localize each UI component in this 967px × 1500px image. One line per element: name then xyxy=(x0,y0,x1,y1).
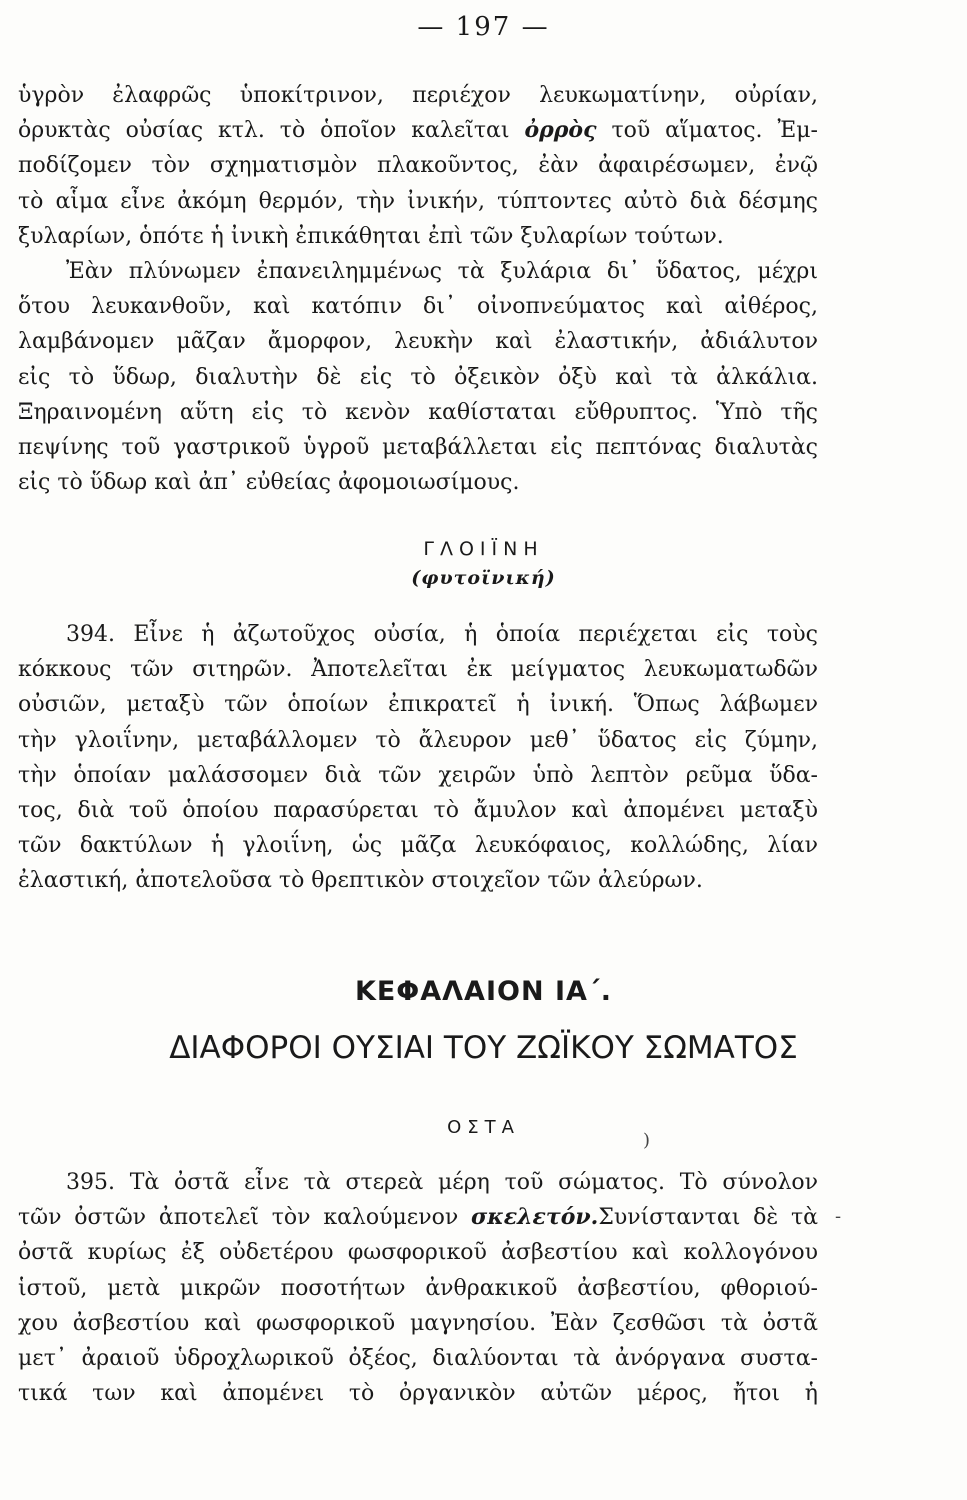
text-line: ἐλαστική, ἀποτελοῦσα τὸ θρεπτικὸν στοιχεῖον τῶν ἀλεύρων. xyxy=(18,868,703,894)
text-line: χου ἀσβεστίου καὶ φωσφορικοῦ μαγνησίου. Ἐὰν ζεσθῶσι τὰ ὀστᾶ xyxy=(18,1310,818,1336)
text-line: εἰς τὸ ὕδωρ, διαλυτὴν δὲ εἰς τὸ ὀξεικὸν ὀξὺ καὶ τὰ ἀλκάλια. xyxy=(18,364,818,390)
text-line: ξυλαρίων, ὁπότε ἡ ἰνικὴ ἐπικάθηται ἐπὶ τῶν ξυλαρίων τούτων. xyxy=(18,223,724,249)
section-subheading-gliadin: (φυτοϊνική) xyxy=(411,567,556,589)
paragraph-fibrin xyxy=(18,254,818,500)
term-skeleton: σκελετόν. xyxy=(471,1204,599,1231)
text-line: τῶν δακτύλων ἡ γλοιΐνη, ὡς μᾶζα λευκόφαιος, κολλώδης, λίαν xyxy=(18,833,818,859)
text-line: τὴν ὁποίαν μαλάσσομεν διὰ τῶν χειρῶν ὑπὸ λεπτὸν ρεῦμα ὕδα- xyxy=(18,762,818,788)
text-line xyxy=(18,1200,818,1235)
text-line: ὅτου λευκανθοῦν, καὶ κατόπιν δι᾽ οἰνοπνεύματος καὶ αἰθέρος, xyxy=(18,294,818,320)
term-orros: ὀρρὸς xyxy=(524,117,597,144)
paragraph-blood-serum xyxy=(18,78,818,254)
text-span: Συνίστανται δὲ τὰ xyxy=(598,1205,818,1231)
paragraph-394 xyxy=(18,617,818,899)
paragraph-395 xyxy=(18,1165,818,1411)
text-line: ἱστοῦ, μετὰ μικρῶν ποσοτήτων ἀνθρακικοῦ ἀσβεστίου, φθοριού- xyxy=(18,1275,818,1301)
text-line: 395. Τὰ ὀστᾶ εἶνε τὰ στερεὰ μέρη τοῦ σώματος. Τὸ σύνολον xyxy=(66,1170,818,1195)
text-line: Ξηραινομένη αὕτη εἰς τὸ κενὸν καθίσταται εὔθρυπτος. Ὑπὸ τῆς xyxy=(18,399,818,425)
section-heading-gliadin: ΓΛΟΙΪΝΗ xyxy=(423,538,544,560)
text-span: τοῦ αἵματος. Ἐμ- xyxy=(611,118,818,144)
text-span: ὀρυκτὰς οὐσίας κτλ. τὸ ὁποῖον καλεῖται xyxy=(18,118,510,144)
text-line: ποδίζομεν τὸν σχηματισμὸν πλακοῦντος, ἐὰν ἀφαιρέσωμεν, ἐνῷ xyxy=(18,153,818,179)
text-line: τὸ αἷμα εἶνε ἀκόμη θερμόν, τὴν ἰνικήν, τύπτοντες αὐτὸ διὰ δέσμης xyxy=(18,188,818,214)
text-line: Ἐὰν πλύνωμεν ἐπανειλημμένως τὰ ξυλάρια δι᾽ ὕδατος, μέχρι xyxy=(66,259,818,284)
text-line: εἰς τὸ ὕδωρ καὶ ἀπ᾽ εὐθείας ἀφομοιωσίμους. xyxy=(18,470,520,496)
text-line: ὀστᾶ κυρίως ἐξ οὐδετέρου φωσφορικοῦ ἀσβεστίου καὶ κολλογόνου xyxy=(18,1240,818,1266)
page-number: — 197 — xyxy=(417,12,550,42)
chapter-subheading: ΔΙΑΦΟΡΟΙ ΟΥΣΙΑΙ ΤΟΥ ΖΩΪΚΟΥ ΣΩΜΑΤΟΣ xyxy=(169,1030,798,1066)
text-line: λαμβάνομεν μᾶζαν ἄμορφον, λευκὴν καὶ ἐλαστικήν, ἀδιάλυτον xyxy=(18,329,818,355)
text-line xyxy=(18,113,818,148)
text-line: τικά των καὶ ἀπομένει τὸ ὀργανικὸν αὐτῶν μέρος, ἤτοι ἡ xyxy=(18,1381,818,1407)
text-line: μετ᾽ ἀραιοῦ ὑδροχλωρικοῦ ὀξέος, διαλύονται τὰ ἀνόργανα συστα- xyxy=(18,1346,818,1372)
text-line: πεψίνης τοῦ γαστρικοῦ ὑγροῦ μεταβάλλεται εἰς πεπτόνας διαλυτὰς xyxy=(18,435,818,461)
text-line: τὴν γλοιΐνην, μεταβάλλομεν τὸ ἄλευρον μεθ᾽ ὕδατος εἰς ζύμην, xyxy=(18,727,818,753)
chapter-heading: ΚΕΦΑΛΑΙΟΝ ΙΑ΄. xyxy=(354,976,613,1007)
text-line: κόκκους τῶν σιτηρῶν. Ἀποτελεῖται ἐκ μείγματος λευκωματωδῶν xyxy=(18,657,818,683)
stray-bracket-mark: ) xyxy=(643,1130,651,1151)
text-line: τος, διὰ τοῦ ὁποίου παρασύρεται τὸ ἄμυλον καὶ ἀπομένει μεταξὺ xyxy=(18,798,818,824)
stray-dash-mark: - xyxy=(835,1206,842,1227)
text-span: τῶν ὀστῶν ἀποτελεῖ τὸν καλούμενον xyxy=(18,1205,459,1231)
text-line: 394. Εἶνε ἡ ἀζωτοῦχος οὐσία, ἡ ὁποία περιέχεται εἰς τοὺς xyxy=(66,622,818,647)
section-heading-bones: ΟΣΤΑ xyxy=(447,1117,520,1138)
text-line: ὑγρὸν ἐλαφρῶς ὑποκίτρινον, περιέχον λευκωματίνην, οὐρίαν, xyxy=(18,83,818,108)
text-line: οὐσιῶν, μεταξὺ τῶν ὁποίων ἐπικρατεῖ ἡ ἰνική. Ὅπως λάβωμεν xyxy=(18,692,818,718)
